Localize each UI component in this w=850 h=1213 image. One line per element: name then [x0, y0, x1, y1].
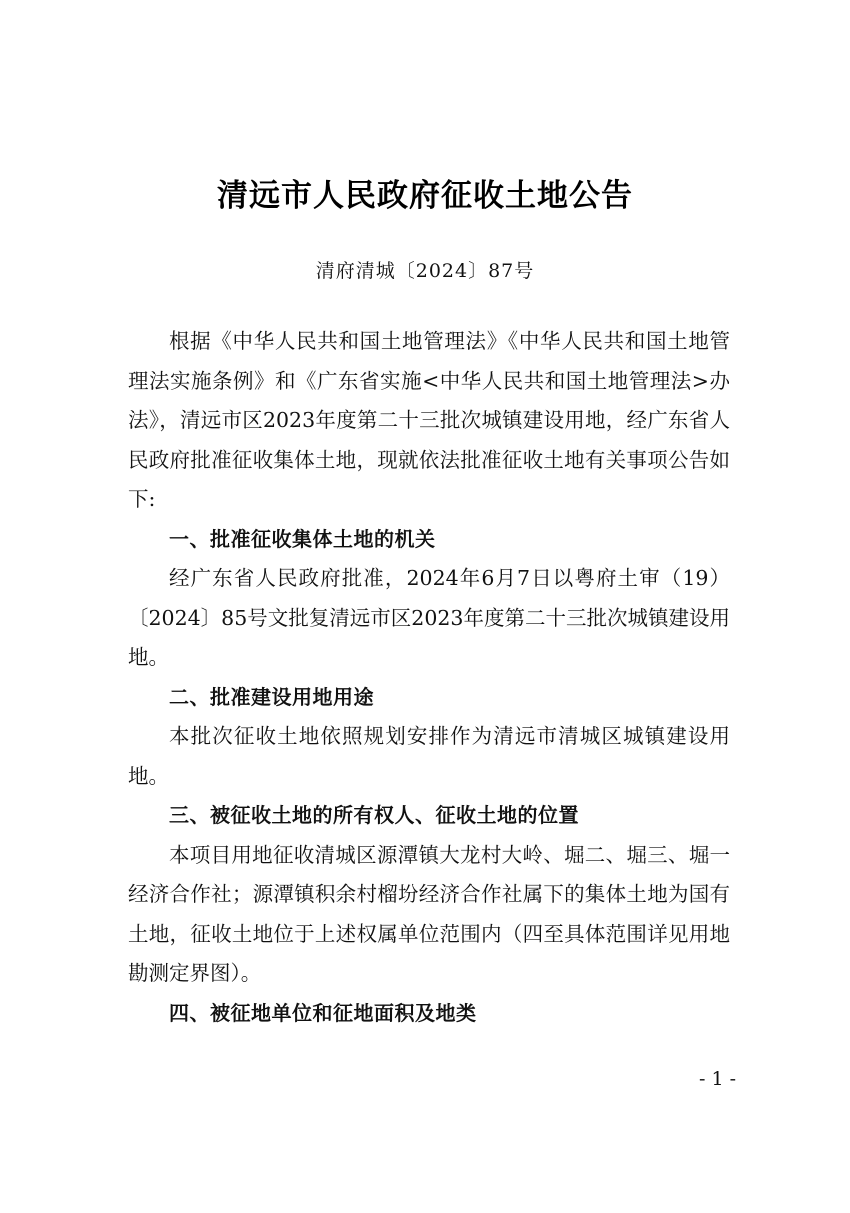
section-heading-2: 二、批准建设用地用途 — [169, 684, 374, 709]
section-paragraph-3: 本项目用地征收清城区源潭镇大龙村大岭、堀二、堀三、堀一经济合作社；源潭镇积余村榴坋经济合作社属下的集体土地为国有土地，征收土地位于上述权属单位范围内（四至具体范围详见用地勘测定界图）。 — [128, 842, 730, 985]
page-title: 清远市人民政府征收土地公告 — [217, 178, 633, 214]
section-heading-3: 三、被征收土地的所有权人、征收土地的位置 — [169, 803, 579, 827]
document-body — [128, 322, 730, 1033]
section-heading-1: 一、批准征收集体土地的机关 — [169, 526, 436, 551]
section-paragraph-2: 本批次征收土地依照规划安排作为清远市清城区城镇建设用地。 — [128, 724, 730, 788]
section-heading-4: 四、被征地单位和征地面积及地类 — [169, 1000, 477, 1025]
document-number: 清府清城〔2024〕87号 — [315, 260, 535, 282]
page-number: - 1 - — [698, 1068, 736, 1090]
section-paragraph-1: 经广东省人民政府批准，2024年6月7日以粤府土审（19）〔2024〕85号文批复清远市区2023年度第二十三批次城镇建设用地。 — [128, 566, 730, 669]
intro-paragraph: 根据《中华人民共和国土地管理法》《中华人民共和国土地管理法实施条例》和《广东省实施<中华人民共和国土地管理法>办法》，清远市区2023年度第二十三批次城镇建设用地，经广东省人民政府批准征收集体土地，现就依法批准征收土地有关事项公告如下: — [128, 329, 730, 511]
